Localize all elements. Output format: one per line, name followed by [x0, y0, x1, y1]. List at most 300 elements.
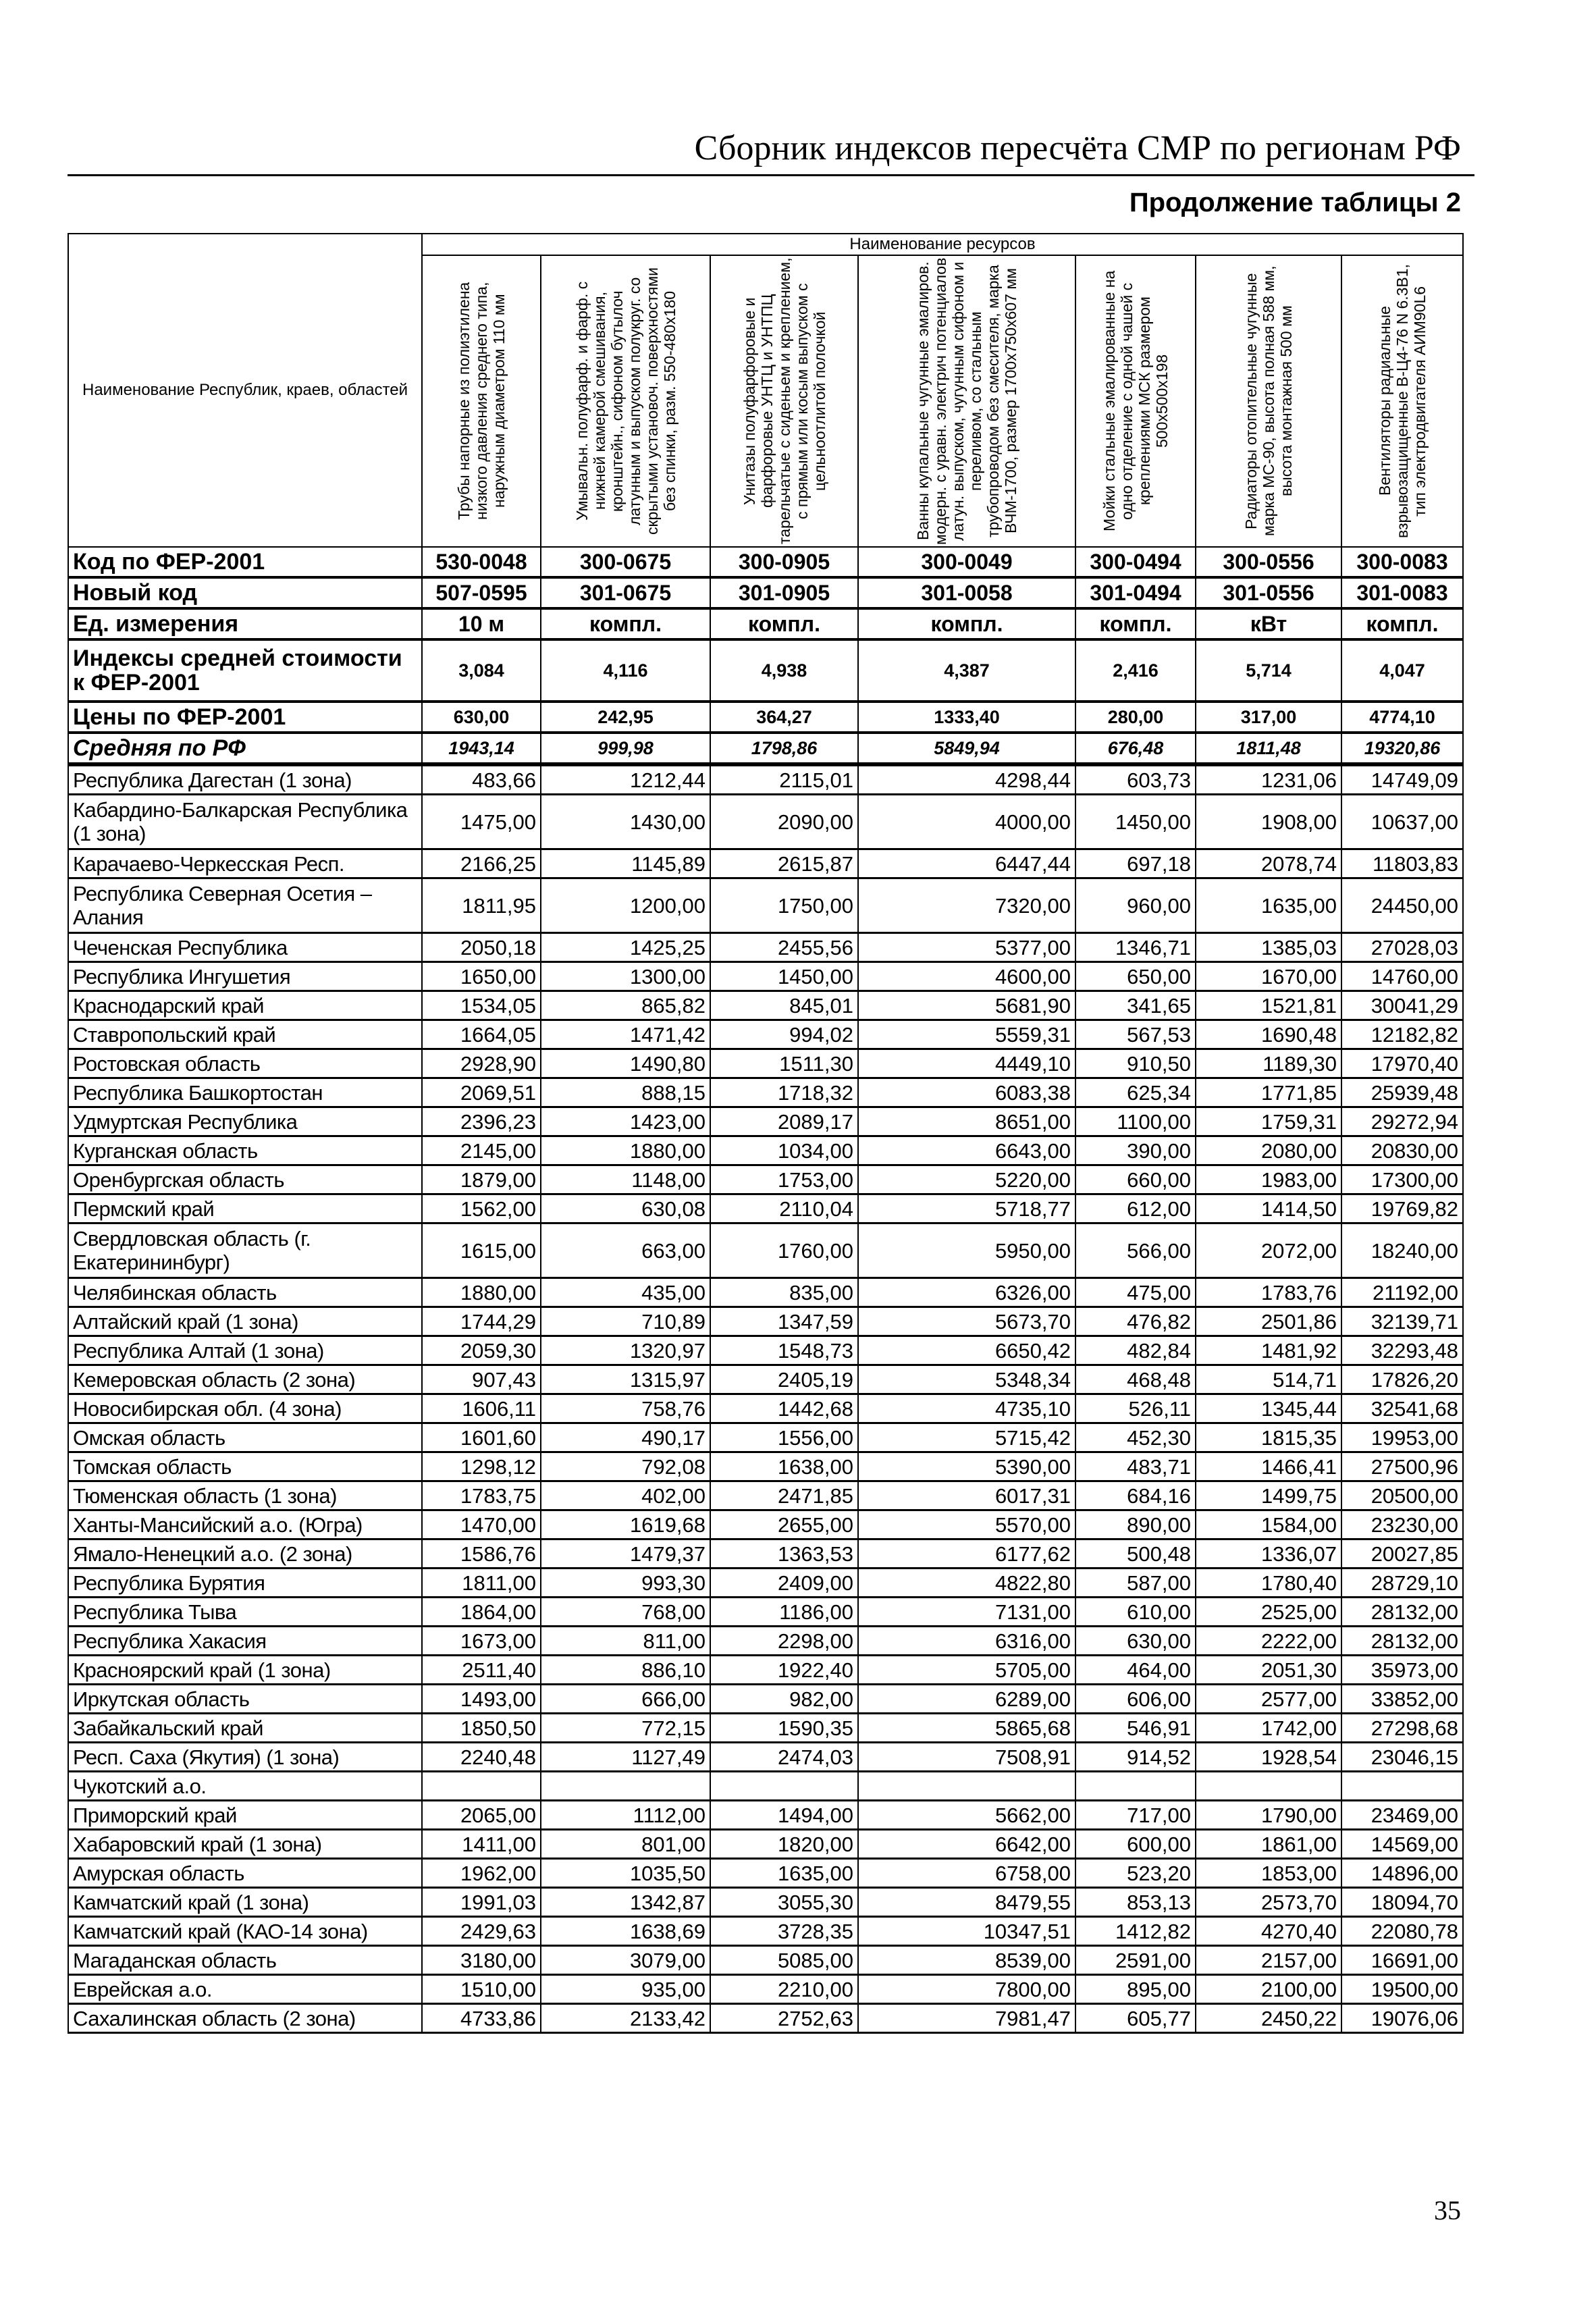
price-cell: 1450,00	[710, 962, 858, 991]
price-cell	[1341, 1772, 1463, 1801]
region-name: Чукотский а.о.	[68, 1772, 422, 1801]
table-row	[68, 962, 1463, 991]
meta-row	[68, 608, 1463, 639]
price-cell: 1035,50	[541, 1859, 710, 1888]
price-cell: 1556,00	[710, 1423, 858, 1452]
price-cell: 23046,15	[1341, 1743, 1463, 1772]
price-cell: 1112,00	[541, 1801, 710, 1830]
price-cell: 4000,00	[858, 795, 1075, 849]
price-cell: 435,00	[541, 1278, 710, 1307]
meta-row-label: Код по ФЕР-2001	[68, 547, 422, 577]
resource-name: Вентиляторы радиальные взрывозащищенные В-Ц4-76 N 6.3В1, тип электродвигателя АИМ90L6	[1376, 264, 1429, 538]
meta-cell: 301-0675	[541, 577, 710, 608]
meta-cell: 301-0905	[710, 577, 858, 608]
meta-cell: 300-0083	[1341, 547, 1463, 577]
price-cell: 2115,01	[710, 764, 858, 795]
price-cell: 475,00	[1075, 1278, 1196, 1307]
region-name: Тюменская область (1 зона)	[68, 1481, 422, 1510]
price-cell: 2455,56	[710, 933, 858, 962]
price-cell: 1342,87	[541, 1888, 710, 1917]
table-row	[68, 1539, 1463, 1569]
price-cell: 2090,00	[710, 795, 858, 849]
meta-cell: кВт	[1196, 608, 1341, 639]
region-name: Новосибирская обл. (4 зона)	[68, 1394, 422, 1423]
region-name: Иркутская область	[68, 1685, 422, 1714]
meta-row-label: Ед. измерения	[68, 608, 422, 639]
running-head: Сборник индексов пересчёта СМР по регионам РФ	[694, 129, 1461, 167]
price-cell: 10637,00	[1341, 795, 1463, 849]
price-cell: 6289,00	[858, 1685, 1075, 1714]
table-row	[68, 1136, 1463, 1165]
table-row	[68, 1917, 1463, 1946]
meta-cell: 19320,86	[1341, 733, 1463, 764]
price-cell: 914,52	[1075, 1743, 1196, 1772]
price-cell: 23230,00	[1341, 1510, 1463, 1539]
price-cell: 684,16	[1075, 1481, 1196, 1510]
price-cell: 5348,34	[858, 1365, 1075, 1394]
price-cell: 1442,68	[710, 1394, 858, 1423]
meta-row	[68, 547, 1463, 577]
meta-cell: 530-0048	[422, 547, 541, 577]
price-cell: 1753,00	[710, 1165, 858, 1194]
region-name: Магаданская область	[68, 1946, 422, 1975]
price-cell: 4449,10	[858, 1049, 1075, 1078]
meta-cell: 301-0083	[1341, 577, 1463, 608]
price-cell: 19953,00	[1341, 1423, 1463, 1452]
resource-column-header	[1196, 255, 1341, 547]
region-name: Приморский край	[68, 1801, 422, 1830]
price-cell: 1345,44	[1196, 1394, 1341, 1423]
price-cell: 1347,59	[710, 1307, 858, 1336]
price-cell: 982,00	[710, 1685, 858, 1714]
region-name: Камчатский край (КАО-14 зона)	[68, 1917, 422, 1946]
price-cell: 1423,00	[541, 1107, 710, 1136]
meta-cell: 300-0494	[1075, 547, 1196, 577]
price-cell: 14749,09	[1341, 764, 1463, 795]
price-cell: 2222,00	[1196, 1627, 1341, 1656]
price-cell: 5220,00	[858, 1165, 1075, 1194]
price-cell: 1315,97	[541, 1365, 710, 1394]
meta-cell: 301-0556	[1196, 577, 1341, 608]
price-cell: 1414,50	[1196, 1194, 1341, 1223]
region-name: Хабаровский край (1 зона)	[68, 1830, 422, 1859]
price-cell: 6326,00	[858, 1278, 1075, 1307]
regional-index-table	[68, 233, 1464, 2034]
price-cell: 14760,00	[1341, 962, 1463, 991]
price-cell: 1811,00	[422, 1569, 541, 1598]
price-cell: 452,30	[1075, 1423, 1196, 1452]
price-cell: 3728,35	[710, 1917, 858, 1946]
price-cell: 1189,30	[1196, 1049, 1341, 1078]
meta-cell: 1333,40	[858, 702, 1075, 733]
table-row	[68, 1830, 1463, 1859]
region-name: Республика Хакасия	[68, 1627, 422, 1656]
price-cell	[1196, 1772, 1341, 1801]
meta-cell: 2,416	[1075, 639, 1196, 702]
meta-cell: 301-0494	[1075, 577, 1196, 608]
price-cell: 1744,29	[422, 1307, 541, 1336]
price-cell: 710,89	[541, 1307, 710, 1336]
price-cell: 1601,60	[422, 1423, 541, 1452]
price-cell: 1962,00	[422, 1859, 541, 1888]
price-cell: 19769,82	[1341, 1194, 1463, 1223]
price-cell: 1385,03	[1196, 933, 1341, 962]
price-cell: 4733,86	[422, 2004, 541, 2033]
price-cell: 5715,42	[858, 1423, 1075, 1452]
price-cell: 1231,06	[1196, 764, 1341, 795]
region-name: Краснодарский край	[68, 991, 422, 1020]
price-cell: 835,00	[710, 1278, 858, 1307]
price-cell: 33852,00	[1341, 1685, 1463, 1714]
price-cell: 1490,80	[541, 1049, 710, 1078]
price-cell: 28132,00	[1341, 1598, 1463, 1627]
price-cell: 1034,00	[710, 1136, 858, 1165]
price-cell: 5673,70	[858, 1307, 1075, 1336]
price-cell: 2051,30	[1196, 1656, 1341, 1685]
price-cell: 6177,62	[858, 1539, 1075, 1569]
price-cell: 30041,29	[1341, 991, 1463, 1020]
price-cell: 888,15	[541, 1078, 710, 1107]
price-cell: 19500,00	[1341, 1975, 1463, 2004]
meta-cell: 676,48	[1075, 733, 1196, 764]
table-row	[68, 1278, 1463, 1307]
price-cell: 1300,00	[541, 962, 710, 991]
price-cell: 2501,86	[1196, 1307, 1341, 1336]
price-cell: 1425,25	[541, 933, 710, 962]
table-row	[68, 1452, 1463, 1481]
price-cell: 960,00	[1075, 878, 1196, 933]
price-cell: 2577,00	[1196, 1685, 1341, 1714]
price-cell: 935,00	[541, 1975, 710, 2004]
price-cell: 18240,00	[1341, 1223, 1463, 1278]
table-row	[68, 1194, 1463, 1223]
region-name: Кемеровская область (2 зона)	[68, 1365, 422, 1394]
price-cell: 2157,00	[1196, 1946, 1341, 1975]
region-name: Республика Тыва	[68, 1598, 422, 1627]
table-row	[68, 1569, 1463, 1598]
price-cell: 468,48	[1075, 1365, 1196, 1394]
meta-row	[68, 733, 1463, 764]
price-cell: 483,71	[1075, 1452, 1196, 1481]
region-name: Еврейская а.о.	[68, 1975, 422, 2004]
price-cell: 1780,40	[1196, 1569, 1341, 1598]
price-cell: 865,82	[541, 991, 710, 1020]
price-cell: 2615,87	[710, 849, 858, 878]
region-name: Республика Башкортостан	[68, 1078, 422, 1107]
price-cell: 20500,00	[1341, 1481, 1463, 1510]
price-cell: 1690,48	[1196, 1020, 1341, 1049]
meta-row	[68, 577, 1463, 608]
meta-cell: 4774,10	[1341, 702, 1463, 733]
region-name: Челябинская область	[68, 1278, 422, 1307]
price-cell: 660,00	[1075, 1165, 1196, 1194]
price-cell: 845,01	[710, 991, 858, 1020]
region-name: Чеченская Республика	[68, 933, 422, 962]
region-name: Оренбургская область	[68, 1165, 422, 1194]
meta-cell: компл.	[1075, 608, 1196, 639]
price-cell: 32139,71	[1341, 1307, 1463, 1336]
price-cell: 630,00	[1075, 1627, 1196, 1656]
table-row	[68, 1394, 1463, 1423]
table-row	[68, 1049, 1463, 1078]
price-cell: 6643,00	[858, 1136, 1075, 1165]
price-cell: 19076,06	[1341, 2004, 1463, 2033]
price-cell: 2429,63	[422, 1917, 541, 1946]
price-cell: 1783,76	[1196, 1278, 1341, 1307]
price-cell: 2474,03	[710, 1743, 858, 1772]
meta-cell: 999,98	[541, 733, 710, 764]
table-row	[68, 1020, 1463, 1049]
region-name: Республика Алтай (1 зона)	[68, 1336, 422, 1365]
price-cell: 526,11	[1075, 1394, 1196, 1423]
region-name: Ямало-Ненецкий а.о. (2 зона)	[68, 1539, 422, 1569]
price-cell: 907,43	[422, 1365, 541, 1394]
meta-cell: компл.	[710, 608, 858, 639]
price-cell: 697,18	[1075, 849, 1196, 878]
region-name: Свердловская область (г. Екатерининбург)	[68, 1223, 422, 1278]
table-row	[68, 795, 1463, 849]
meta-cell: 364,27	[710, 702, 858, 733]
table-row	[68, 1888, 1463, 1917]
price-cell: 341,65	[1075, 991, 1196, 1020]
meta-cell: 300-0556	[1196, 547, 1341, 577]
price-cell: 6447,44	[858, 849, 1075, 878]
price-cell: 895,00	[1075, 1975, 1196, 2004]
price-cell: 1922,40	[710, 1656, 858, 1685]
table-row	[68, 849, 1463, 878]
price-cell: 625,34	[1075, 1078, 1196, 1107]
region-name: Республика Северная Осетия – Алания	[68, 878, 422, 933]
price-cell: 523,20	[1075, 1859, 1196, 1888]
price-cell: 27500,96	[1341, 1452, 1463, 1481]
meta-cell: 317,00	[1196, 702, 1341, 733]
price-cell: 1718,32	[710, 1078, 858, 1107]
price-cell: 1548,73	[710, 1336, 858, 1365]
price-cell: 2065,00	[422, 1801, 541, 1830]
table-row	[68, 1656, 1463, 1685]
price-cell: 1336,07	[1196, 1539, 1341, 1569]
price-cell: 566,00	[1075, 1223, 1196, 1278]
price-cell: 792,08	[541, 1452, 710, 1481]
price-cell: 3055,30	[710, 1888, 858, 1917]
resource-name: Ванны купальные чугунные эмалиров. модерн. с уравн. электрич потенциалов латун. выпуском, чугунным сифоном и переливом, со стальным трубопроводом без смесителя, марка ВЧМ-1700, размер 1700х750х607 мм	[914, 257, 1019, 545]
table-row	[68, 2004, 1463, 2033]
price-cell	[422, 1772, 541, 1801]
region-name: Алтайский край (1 зона)	[68, 1307, 422, 1336]
price-cell: 402,00	[541, 1481, 710, 1510]
price-cell: 514,71	[1196, 1365, 1341, 1394]
meta-cell: 280,00	[1075, 702, 1196, 733]
region-name: Ростовская область	[68, 1049, 422, 1078]
price-cell: 2752,63	[710, 2004, 858, 2033]
resources-header: Наименование ресурсов	[422, 234, 1463, 255]
price-cell: 1820,00	[710, 1830, 858, 1859]
price-cell: 1145,89	[541, 849, 710, 878]
meta-cell: 3,084	[422, 639, 541, 702]
price-cell: 630,08	[541, 1194, 710, 1223]
price-cell: 1148,00	[541, 1165, 710, 1194]
price-cell: 994,02	[710, 1020, 858, 1049]
price-cell: 1471,42	[541, 1020, 710, 1049]
price-cell: 5390,00	[858, 1452, 1075, 1481]
price-cell: 21192,00	[1341, 1278, 1463, 1307]
price-cell: 1750,00	[710, 878, 858, 933]
price-cell: 5681,90	[858, 991, 1075, 1020]
region-name: Омская область	[68, 1423, 422, 1452]
table-row	[68, 1714, 1463, 1743]
price-cell: 2396,23	[422, 1107, 541, 1136]
price-cell: 1783,75	[422, 1481, 541, 1510]
price-cell: 1430,00	[541, 795, 710, 849]
table-row	[68, 1510, 1463, 1539]
price-cell: 4600,00	[858, 962, 1075, 991]
price-cell: 600,00	[1075, 1830, 1196, 1859]
price-cell: 22080,78	[1341, 1917, 1463, 1946]
meta-cell: 300-0049	[858, 547, 1075, 577]
price-cell: 1298,12	[422, 1452, 541, 1481]
region-name: Республика Бурятия	[68, 1569, 422, 1598]
region-name: Удмуртская Республика	[68, 1107, 422, 1136]
price-cell: 1411,00	[422, 1830, 541, 1859]
price-cell: 5718,77	[858, 1194, 1075, 1223]
price-cell: 567,53	[1075, 1020, 1196, 1049]
meta-row	[68, 702, 1463, 733]
price-cell: 11803,83	[1341, 849, 1463, 878]
price-cell: 1470,00	[422, 1510, 541, 1539]
table-row	[68, 1743, 1463, 1772]
price-cell: 2928,90	[422, 1049, 541, 1078]
price-cell: 811,00	[541, 1627, 710, 1656]
price-cell: 2133,42	[541, 2004, 710, 2033]
price-cell: 1412,82	[1075, 1917, 1196, 1946]
price-cell: 1346,71	[1075, 933, 1196, 962]
table-row	[68, 1772, 1463, 1801]
region-name: Томская область	[68, 1452, 422, 1481]
price-cell: 1584,00	[1196, 1510, 1341, 1539]
price-cell: 16691,00	[1341, 1946, 1463, 1975]
price-cell: 1908,00	[1196, 795, 1341, 849]
price-cell: 890,00	[1075, 1510, 1196, 1539]
meta-row	[68, 639, 1463, 702]
price-cell: 18094,70	[1341, 1888, 1463, 1917]
price-cell: 5865,68	[858, 1714, 1075, 1743]
price-cell: 7320,00	[858, 878, 1075, 933]
price-cell: 20027,85	[1341, 1539, 1463, 1569]
table-continuation-title: Продолжение таблицы 2	[1129, 188, 1461, 217]
price-cell: 1928,54	[1196, 1743, 1341, 1772]
price-cell: 1815,35	[1196, 1423, 1341, 1452]
price-cell: 2405,19	[710, 1365, 858, 1394]
price-cell: 1619,68	[541, 1510, 710, 1539]
price-cell: 24450,00	[1341, 878, 1463, 933]
price-cell: 1650,00	[422, 962, 541, 991]
price-cell: 886,10	[541, 1656, 710, 1685]
meta-cell: 1943,14	[422, 733, 541, 764]
table-row	[68, 1078, 1463, 1107]
price-cell: 10347,51	[858, 1917, 1075, 1946]
price-cell: 1861,00	[1196, 1830, 1341, 1859]
price-cell: 5085,00	[710, 1946, 858, 1975]
price-cell: 17970,40	[1341, 1049, 1463, 1078]
price-cell: 606,00	[1075, 1685, 1196, 1714]
table-row	[68, 1946, 1463, 1975]
meta-cell: 507-0595	[422, 577, 541, 608]
table-row	[68, 878, 1463, 933]
price-cell: 1635,00	[710, 1859, 858, 1888]
resource-column-header	[541, 255, 710, 547]
price-cell: 663,00	[541, 1223, 710, 1278]
price-cell: 2089,17	[710, 1107, 858, 1136]
price-cell: 464,00	[1075, 1656, 1196, 1685]
table-row	[68, 1336, 1463, 1365]
price-cell: 1615,00	[422, 1223, 541, 1278]
table-row	[68, 1627, 1463, 1656]
price-cell: 6316,00	[858, 1627, 1075, 1656]
meta-cell: 630,00	[422, 702, 541, 733]
price-cell: 1760,00	[710, 1223, 858, 1278]
price-cell: 1450,00	[1075, 795, 1196, 849]
price-cell: 1590,35	[710, 1714, 858, 1743]
price-cell: 1510,00	[422, 1975, 541, 2004]
resource-column-header	[1341, 255, 1463, 547]
meta-cell: 10 м	[422, 608, 541, 639]
price-cell: 2525,00	[1196, 1598, 1341, 1627]
price-cell: 2471,85	[710, 1481, 858, 1510]
price-cell: 8479,55	[858, 1888, 1075, 1917]
price-cell: 1991,03	[422, 1888, 541, 1917]
meta-cell: 4,116	[541, 639, 710, 702]
price-cell: 500,48	[1075, 1539, 1196, 1569]
price-cell: 1850,50	[422, 1714, 541, 1743]
price-cell: 2072,00	[1196, 1223, 1341, 1278]
price-cell: 4270,40	[1196, 1917, 1341, 1946]
header-rule	[68, 174, 1474, 176]
price-cell: 853,13	[1075, 1888, 1196, 1917]
price-cell: 28132,00	[1341, 1627, 1463, 1656]
price-cell: 5559,31	[858, 1020, 1075, 1049]
table-row	[68, 764, 1463, 795]
price-cell: 2298,00	[710, 1627, 858, 1656]
price-cell: 6650,42	[858, 1336, 1075, 1365]
resource-name: Умывальн. полуфарф. и фарф. с нижней камерой смешивания, кронштейн., сифоном бутылоч латунным и выпуском полукруг. со скрытыми установоч. поверхностями без спинки, разм. 550-480х180	[573, 267, 679, 535]
price-cell: 1638,00	[710, 1452, 858, 1481]
price-cell: 23469,00	[1341, 1801, 1463, 1830]
table-row	[68, 933, 1463, 962]
price-cell: 768,00	[541, 1598, 710, 1627]
price-cell: 1790,00	[1196, 1801, 1341, 1830]
price-cell: 603,73	[1075, 764, 1196, 795]
price-cell: 1759,31	[1196, 1107, 1341, 1136]
table-row	[68, 1801, 1463, 1830]
price-cell: 772,15	[541, 1714, 710, 1743]
table-row	[68, 1423, 1463, 1452]
meta-cell: компл.	[1341, 608, 1463, 639]
meta-cell: 1811,48	[1196, 733, 1341, 764]
price-cell: 7131,00	[858, 1598, 1075, 1627]
price-cell: 2240,48	[422, 1743, 541, 1772]
table-row	[68, 1165, 1463, 1194]
price-cell: 6758,00	[858, 1859, 1075, 1888]
price-cell: 12182,82	[1341, 1020, 1463, 1049]
price-cell: 1635,00	[1196, 878, 1341, 933]
price-cell: 666,00	[541, 1685, 710, 1714]
price-cell: 2511,40	[422, 1656, 541, 1685]
region-column-header: Наименование Республик, краев, областей	[68, 234, 422, 547]
price-cell: 5377,00	[858, 933, 1075, 962]
price-cell: 4735,10	[858, 1394, 1075, 1423]
price-cell: 1864,00	[422, 1598, 541, 1627]
price-cell: 610,00	[1075, 1598, 1196, 1627]
